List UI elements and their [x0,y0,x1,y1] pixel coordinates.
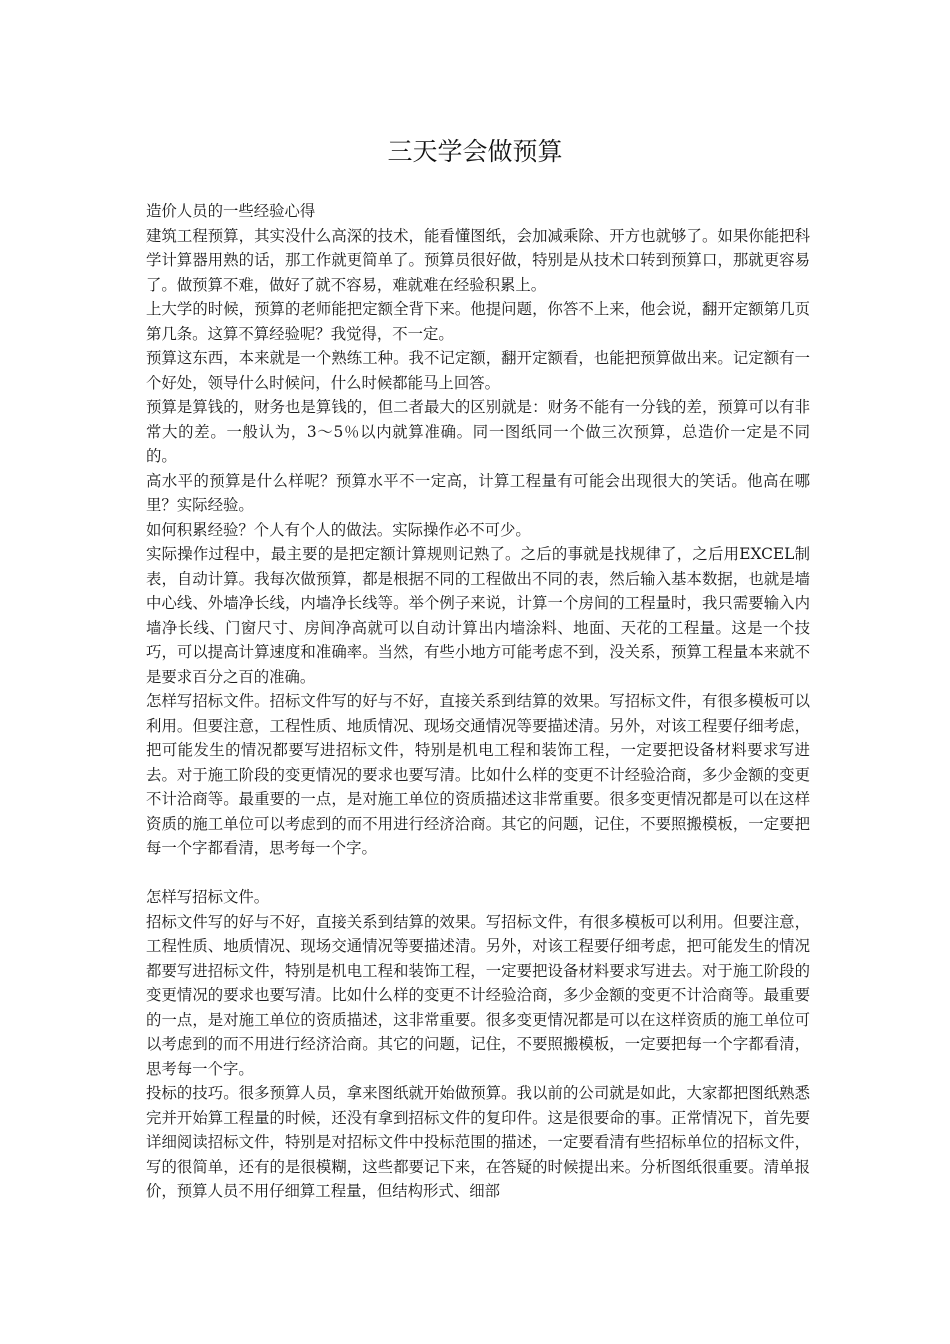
document-title: 三天学会做预算 [387,137,563,166]
document-body [146,199,810,1204]
paragraph: 预算是算钱的，财务也是算钱的，但二者最大的区别就是：财务不能有一分钱的差，预算可以有非常大的差。一般认为，3～5％以内就算准确。同一图纸同一个做三次预算，总造价一定是不同的。 [146,398,810,465]
paragraph: 实际操作过程中，最主要的是把定额计算规则记熟了。之后的事就是找规律了，之后用EXCEL制表，自动计算。我每次做预算，都是根据不同的工程做出不同的表，然后输入基本数据，也就是墙中心线、外墙净长线，内墙净长线等。举个例子来说，计算一个房间的工程量时，我只需要输入内墙净长线、门窗尺寸、房间净高就可以自动计算出内墙涂料、地面、天花的工程量。这是一个技巧，可以提高计算速度和准确率。当然，有些小地方可能考虑不到，没关系，预算工程量本来就不是要求百分之百的准确。 [146,545,810,686]
section-heading: 怎样写招标文件。 [146,888,270,906]
paragraph: 投标的技巧。很多预算人员，拿来图纸就开始做预算。我以前的公司就是如此，大家都把图纸熟悉完并开始算工程量的时候，还没有拿到招标文件的复印件。这是很要命的事。正常情况下，首先要详细阅读招标文件，特别是对招标文件中投标范围的描述，一定要看清有些招标单位的招标文件，写的很简单，还有的是很模糊，这些都要记下来，在答疑的时候提出来。分析图纸很重要。清单报价，预算人员不用仔细算工程量，但结构形式、细部 [146,1084,810,1200]
paragraph: 高水平的预算是什么样呢？预算水平不一定高，计算工程量有可能会出现很大的笑话。他高在哪里？实际经验。 [146,471,810,514]
paragraph: 预算这东西，本来就是一个熟练工种。我不记定额，翻开定额看，也能把预算做出来。记定额有一个好处，领导什么时候问，什么时候都能马上回答。 [146,349,810,392]
section-subtitle: 造价人员的一些经验心得 [146,202,316,220]
paragraph: 怎样写招标文件。招标文件写的好与不好，直接关系到结算的效果。写招标文件，有很多模板可以利用。但要注意，工程性质、地质情况、现场交通情况等要描述清。另外，对该工程要仔细考虑，把可能发生的情况都要写进招标文件，特别是机电工程和装饰工程，一定要把设备材料要求写进去。对于施工阶段的变更情况的要求也要写清。比如什么样的变更不计经验洽商，多少金额的变更不计洽商等。最重要的一点，是对施工单位的资质描述这非常重要。很多变更情况都是可以在这样资质的施工单位可以考虑到的而不用进行经济洽商。其它的问题，记住，不要照搬模板，一定要把每一个字都看清，思考每一个字。 [146,692,810,857]
paragraph: 建筑工程预算，其实没什么高深的技术，能看懂图纸，会加减乘除、开方也就够了。如果你能把科学计算器用熟的话，那工作就更简单了。预算员很好做，特别是从技术口转到预算口，那就更容易了。做预算不难，做好了就不容易，难就难在经验积累上。 [146,226,810,294]
paragraph: 上大学的时候，预算的老师能把定额全背下来。他提问题，你答不上来，他会说，翻开定额第几页第几条。这算不算经验呢？我觉得，不一定。 [146,300,810,343]
paragraph: 如何积累经验？个人有个人的做法。实际操作必不可少。 [146,520,531,539]
paragraph: 招标文件写的好与不好，直接关系到结算的效果。写招标文件，有很多模板可以利用。但要注意，工程性质、地质情况、现场交通情况等要描述清。另外，对该工程要仔细考虑，把可能发生的情况都要写进招标文件，特别是机电工程和装饰工程，一定要把设备材料要求写进去。对于施工阶段的变更情况的要求也要写清。比如什么样的变更不计经验洽商，多少金额的变更不计洽商等。最重要的一点，是对施工单位的资质描述，这非常重要。很多变更情况都是可以在这样资质的施工单位可以考虑到的而不用进行经济洽商。其它的问题，记住，不要照搬模板，一定要把每一个字都看清，思考每一个字。 [146,912,810,1078]
